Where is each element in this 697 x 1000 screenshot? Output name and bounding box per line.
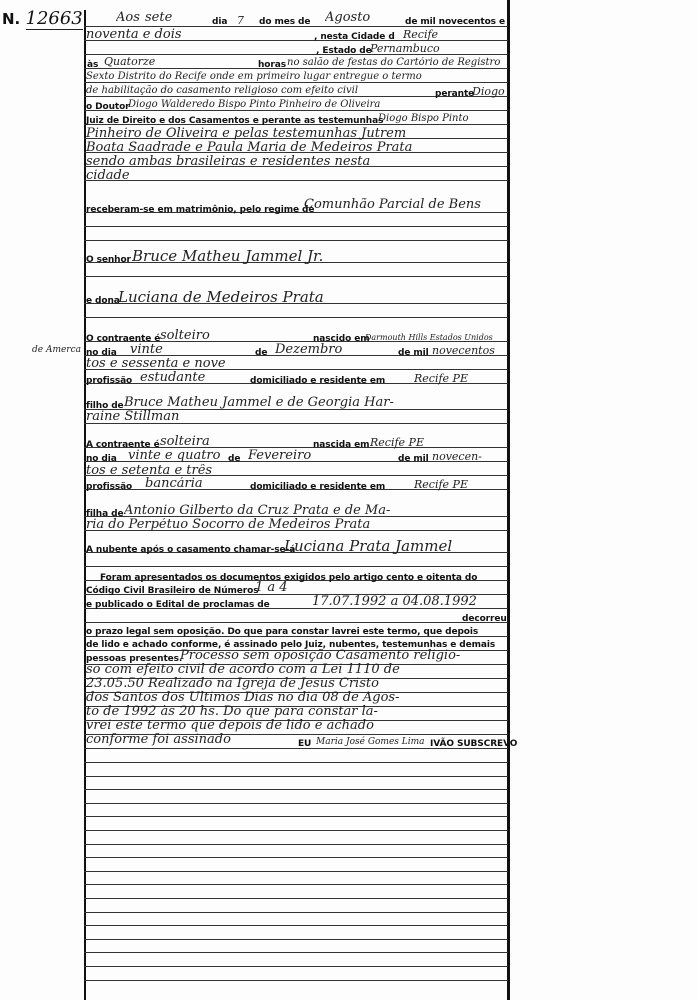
- label-lido: de lido e achado conforme, é assinado pelo Juiz, nubentes, testemunhas e demais: [86, 640, 496, 650]
- ruled-line: [84, 871, 508, 872]
- label-decorreu: decorreu: [462, 614, 507, 624]
- hw-local-3: de habilitação do casamento religioso com efeito civil: [86, 85, 359, 96]
- label-perante: perante: [435, 89, 475, 99]
- label-eu: EU: [298, 739, 312, 749]
- hw-local-2: Sexto Distrito do Recife onde em primeiro lugar entregue o termo: [86, 71, 422, 82]
- hw-noiva-ano-b: tos e setenta e três: [86, 464, 213, 478]
- hw-noiva-ano-a: novecen-: [432, 451, 482, 463]
- hw-obs-6: vrei este termo que depois de lido e achado: [86, 719, 374, 733]
- label-de-mil-2: de mil: [398, 454, 429, 464]
- label-filho-de: filho de: [86, 401, 124, 411]
- ruled-line: [84, 276, 508, 277]
- hw-juiz-2: Pinheiro de Oliveira e pelas testemunhas Jutrem: [86, 127, 407, 141]
- ruled-line: [84, 180, 508, 181]
- ruled-line: [84, 762, 508, 763]
- hw-dia-num: sete: [145, 11, 173, 25]
- label-prazo: o prazo legal sem oposição. Do que para constar lavrei este termo, que depois: [86, 627, 479, 637]
- ruled-line: [84, 966, 508, 967]
- label-estado-de: , Estado de: [316, 46, 372, 56]
- hw-noiva-mes: Fevereiro: [248, 449, 312, 463]
- ruled-line: [84, 857, 508, 858]
- hw-noiva-profissao: bancária: [145, 477, 203, 491]
- hw-cidade: Recife: [403, 29, 439, 41]
- hw-noiva-pais-1: Antonio Gilberto da Cruz Prata e de Ma-: [124, 504, 391, 518]
- hw-regime: Comunhão Parcial de Bens: [304, 198, 481, 212]
- label-nascido-em: nascido em: [313, 334, 370, 344]
- hw-noivo-residencia: Recife PE: [414, 373, 468, 385]
- registry-label: N.: [2, 10, 21, 28]
- hw-noivo-dia: vinte: [130, 343, 163, 357]
- hw-obs-1: Processo sem oposição Casamento religio-: [180, 649, 461, 663]
- ruled-line: [84, 952, 508, 953]
- registry-number: [2, 8, 83, 29]
- hw-noivo-pais-2: raine Stillman: [86, 410, 180, 424]
- label-no-dia-1: no dia: [86, 348, 117, 358]
- hw-juiz-3: Boata Saadrade e Paula Maria de Medeiros Prata: [86, 141, 413, 155]
- ruled-line: [84, 54, 508, 55]
- label-do-mes-de: do mes de: [259, 17, 311, 27]
- ruled-line: [84, 816, 508, 817]
- ruled-line: [84, 844, 508, 845]
- hw-noiva-nascida-em: Recife PE: [370, 437, 424, 449]
- center-divider-line: [507, 0, 510, 1000]
- label-publicado: e publicado o Edital de proclamas de: [86, 600, 270, 610]
- label-nascida-em: nascida em: [313, 440, 370, 450]
- label-pessoas: pessoas presentes.: [86, 654, 183, 664]
- ruled-line: [84, 898, 508, 899]
- ruled-line: [84, 925, 508, 926]
- hw-obs-7: conforme foi assinado: [86, 733, 231, 747]
- hw-ano: noventa e dois: [86, 28, 182, 42]
- hw-noivo-ano-b: tos e sessenta e nove: [86, 357, 226, 371]
- ruled-line: [84, 317, 508, 318]
- hw-nome-casada: Luciana Prata Jammel: [284, 538, 453, 554]
- label-a-contraente: A contraente é: [86, 440, 160, 450]
- label-domiciliado-1: domiciliado e residente em: [250, 376, 386, 386]
- ruled-line: [84, 566, 508, 567]
- label-nesta-cidade: , nesta Cidade d: [314, 32, 395, 42]
- hw-obs-2: so com efeito civil de acordo com a Lei 1110 de: [86, 663, 400, 677]
- label-doutor: o Doutor: [86, 102, 130, 112]
- hw-perante: Diogo: [472, 86, 505, 98]
- ruled-line: [84, 912, 508, 913]
- hw-horas: Quatorze: [104, 56, 156, 68]
- hw-aos: Aos: [116, 11, 140, 25]
- hw-obs-3: 23.05.50 Realizado na Igreja de Jesus Cristo: [86, 677, 379, 691]
- ruled-line: [84, 830, 508, 831]
- hw-mes: Agosto: [325, 11, 371, 25]
- ruled-line: [84, 622, 508, 623]
- ruled-line: [84, 884, 508, 885]
- hw-noivo-pais-1: Bruce Matheu Jammel e de Georgia Har-: [124, 396, 394, 410]
- hw-noiva-pais-2: ria do Perpétuo Socorro de Medeiros Prata: [86, 518, 371, 532]
- label-contraente: O contraente é: [86, 334, 161, 344]
- label-dia: dia: [212, 17, 228, 27]
- hw-juiz-1: Diogo Bispo Pinto: [378, 113, 469, 124]
- hw-dia-ordinal: 7: [237, 15, 244, 27]
- hw-doutor: Diogo Walderedo Bispo Pinto Pinheiro de Oliveira: [128, 99, 381, 110]
- label-de-1: de: [255, 348, 268, 358]
- ruled-line: [84, 776, 508, 777]
- hw-noivo-estado-civil: solteiro: [160, 329, 210, 343]
- label-e-dona: e dona: [86, 296, 120, 306]
- hw-noivo-profissao: estudante: [140, 371, 206, 385]
- ruled-line: [84, 789, 508, 790]
- hw-noivo: Bruce Matheu Jammel Jr.: [132, 248, 324, 264]
- label-profissao-2: profissão: [86, 482, 133, 492]
- label-profissao-1: profissão: [86, 376, 133, 386]
- hw-escrivao: Maria José Gomes Lima: [316, 737, 425, 747]
- ruled-line: [84, 226, 508, 227]
- label-de-2: de: [228, 454, 241, 464]
- label-senhor: O senhor: [86, 255, 131, 265]
- hw-juiz-4: sendo ambas brasileiras e residentes nesta: [86, 155, 371, 169]
- registry-value: 12663: [25, 8, 83, 29]
- label-no-dia-2: no dia: [86, 454, 117, 464]
- label-domiciliado-2: domiciliado e residente em: [250, 482, 386, 492]
- label-juiz: Juiz de Direito e dos Casamentos e perante as testemunhas: [86, 116, 384, 126]
- hw-juiz-5: cidade: [86, 169, 130, 183]
- hw-numeros: 1 a 4: [255, 581, 288, 595]
- hw-edital: 17.07.1992 a 04.08.1992: [312, 595, 477, 609]
- ruled-line: [84, 803, 508, 804]
- label-horas: horas: [258, 60, 286, 70]
- ruled-line: [84, 939, 508, 940]
- label-filha-de: filha de: [86, 509, 124, 519]
- label-foram: Foram apresentados os documentos exigidos pelo artigo cento e oitenta do: [100, 573, 478, 583]
- hw-estado: Pernambuco: [370, 43, 440, 55]
- label-receberam: receberam-se em matrimônio, pelo regime de: [86, 205, 315, 215]
- ruled-line: [84, 240, 508, 241]
- label-de-mil-1: de mil: [398, 348, 429, 358]
- hw-local-1: no salão de festas do Cartório de Registro: [287, 57, 501, 68]
- hw-noivo-nascido-em: Darmouth Hills Estados Unidos: [365, 333, 493, 342]
- hw-noiva-residencia: Recife PE: [414, 479, 468, 491]
- label-mil-novecentos: de mil novecentos e: [405, 17, 505, 27]
- hw-noiva: Luciana de Medeiros Prata: [118, 289, 324, 305]
- hw-noivo-ano-a: novecentos: [432, 345, 495, 357]
- label-subscrevo: IVÃO SUBSCREVO: [430, 739, 518, 749]
- label-nubente: A nubente após o casamento chamar-se-á: [86, 545, 296, 555]
- hw-obs-4: dos Santos dos Últimos Dias no dia 08 de Agos-: [86, 691, 400, 705]
- hw-margin-note: de Amerca: [32, 345, 82, 355]
- label-codigo: Código Civil Brasileiro de Números: [86, 586, 259, 596]
- hw-noiva-estado-civil: solteira: [160, 435, 210, 449]
- hw-noiva-dia: vinte e quatro: [128, 449, 221, 463]
- hw-obs-5: to de 1992 às 20 hs. Do que para constar la-: [86, 705, 378, 719]
- ruled-line: [84, 980, 508, 981]
- label-as: às: [87, 60, 99, 70]
- hw-noivo-mes: Dezembro: [275, 343, 343, 357]
